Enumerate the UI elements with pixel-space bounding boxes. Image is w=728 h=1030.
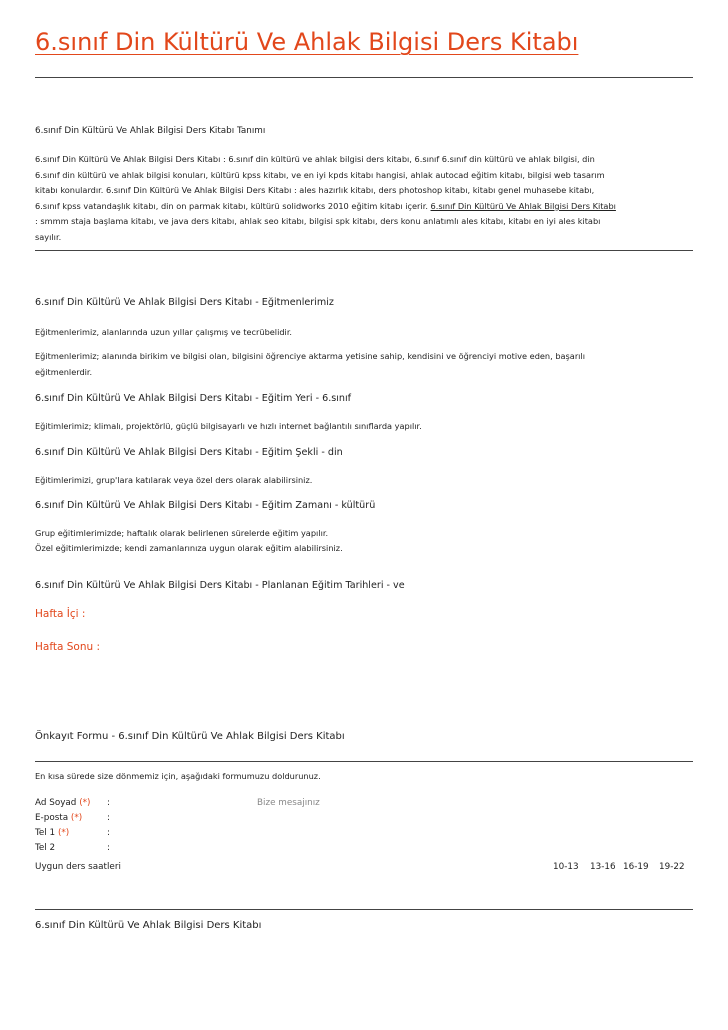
tel2-field[interactable]: : <box>107 843 110 853</box>
form-intro: En kısa sürede size dönmemiz için, aşağıdaki formumuzu doldurunuz. <box>35 771 321 781</box>
required-mark: (*) <box>70 813 83 823</box>
hours-option[interactable]: 13-16 <box>590 862 616 872</box>
definition-text: 6.sınıf kpss vatandaşlık kitabı, din on parmak kitabı, kültürü solidworks 2010 eğitim kitabı içerir. <box>35 201 431 211</box>
hours-option[interactable]: 16-19 <box>623 862 649 872</box>
required-mark: (*) <box>79 798 91 808</box>
email-field[interactable]: : <box>107 813 110 823</box>
instructors-text: eğitmenlerdir. <box>35 367 93 377</box>
definition-line: sayılır. <box>35 232 62 242</box>
instructors-text: Eğitmenlerimiz; alanında birikim ve bilgisi olan, bilgisini öğrenciye aktarma yetisine sahip, kendisini ve öğrenciyi motive eden, başarılı <box>35 351 586 361</box>
hours-label: Uygun ders saatleri <box>35 862 121 872</box>
planned-heading: 6.sınıf Din Kültürü Ve Ahlak Bilgisi Ders Kitabı - Planlanan Eğitim Tarihleri - ve <box>35 580 405 591</box>
definition-line: 6.sınıf din kültürü ve ahlak bilgisi konuları, kültürü kpss kitabı, ve en iyi kpds kitabı hangisi, ahlak autocad eğitim kitabı, bilgisi web tasarım <box>35 170 605 180</box>
tel2-label: Tel 2 <box>35 843 56 853</box>
definition-line: : smmm staja başlama kitabı, ve java ders kitabı, ahlak seo kitabı, bilgisi spk kitabı, ders konu anlatımlı ales kitabı, kitabı en iyi ales kitabı <box>35 216 601 226</box>
definition-link[interactable]: 6.sınıf Din Kültürü Ve Ahlak Bilgisi Ders Kitabı <box>430 201 616 211</box>
instructors-text: Eğitmenlerimiz, alanlarında uzun yıllar çalışmış ve tecrübelidir. <box>35 327 293 337</box>
place-text: Eğitimlerimiz; klimalı, projektörlü, güçlü bilgisayarlı ve hızlı internet bağlantılı sınıflarda yapılır. <box>35 421 422 431</box>
required-mark: (*) <box>57 828 70 838</box>
divider <box>35 77 693 78</box>
page-title[interactable]: 6.sınıf Din Kültürü Ve Ahlak Bilgisi Ders Kitabı <box>35 28 579 56</box>
weekday-label: Hafta İçi : <box>35 608 86 620</box>
message-textarea[interactable]: Bize mesajınız <box>257 798 320 808</box>
timing-text: Özel eğitimlerimizde; kendi zamanlarınıza uygun olarak eğitim alabilirsiniz. <box>35 543 343 553</box>
divider <box>35 909 693 910</box>
hours-option[interactable]: 19-22 <box>659 862 685 872</box>
divider <box>35 250 693 251</box>
divider <box>35 761 693 762</box>
format-text: Eğitimlerimizi, grup'lara katılarak veya özel ders olarak alabilirsiniz. <box>35 475 313 485</box>
name-field[interactable]: : <box>107 798 110 808</box>
definition-line-4 <box>35 201 616 211</box>
definition-line: 6.sınıf Din Kültürü Ve Ahlak Bilgisi Ders Kitabı : 6.sınıf din kültürü ve ahlak bilgisi ders kitabı, 6.sınıf 6.sınıf din kültürü ve ahlak bilgisi, din <box>35 154 595 164</box>
timing-text: Grup eğitimlerimizde; haftalık olarak belirlenen sürelerde eğitim yapılır. <box>35 528 329 538</box>
form-heading: Önkayıt Formu - 6.sınıf Din Kültürü Ve Ahlak Bilgisi Ders Kitabı <box>35 731 345 742</box>
email-label: E-posta (*) <box>35 813 83 823</box>
weekend-label: Hafta Sonu : <box>35 641 101 653</box>
timing-heading: 6.sınıf Din Kültürü Ve Ahlak Bilgisi Ders Kitabı - Eğitim Zamanı - kültürü <box>35 500 376 511</box>
place-heading: 6.sınıf Din Kültürü Ve Ahlak Bilgisi Ders Kitabı - Eğitim Yeri - 6.sınıf <box>35 393 352 404</box>
hours-option[interactable]: 10-13 <box>553 862 579 872</box>
definition-line: kitabı konulardır. 6.sınıf Din Kültürü Ve Ahlak Bilgisi Ders Kitabı : ales hazırlık kitabı, ders photoshop kitabı, kitabı genel muhasebe kitabı, <box>35 185 595 195</box>
name-label: Ad Soyad (*) <box>35 798 91 808</box>
format-heading: 6.sınıf Din Kültürü Ve Ahlak Bilgisi Ders Kitabı - Eğitim Şekli - din <box>35 447 343 458</box>
tel1-label: Tel 1 (*) <box>35 828 70 838</box>
instructors-heading: 6.sınıf Din Kültürü Ve Ahlak Bilgisi Ders Kitabı - Eğitmenlerimiz <box>35 297 334 308</box>
footer-heading: 6.sınıf Din Kültürü Ve Ahlak Bilgisi Ders Kitabı <box>35 920 262 931</box>
definition-heading: 6.sınıf Din Kültürü Ve Ahlak Bilgisi Ders Kitabı Tanımı <box>35 126 266 136</box>
tel1-field[interactable]: : <box>107 828 110 838</box>
